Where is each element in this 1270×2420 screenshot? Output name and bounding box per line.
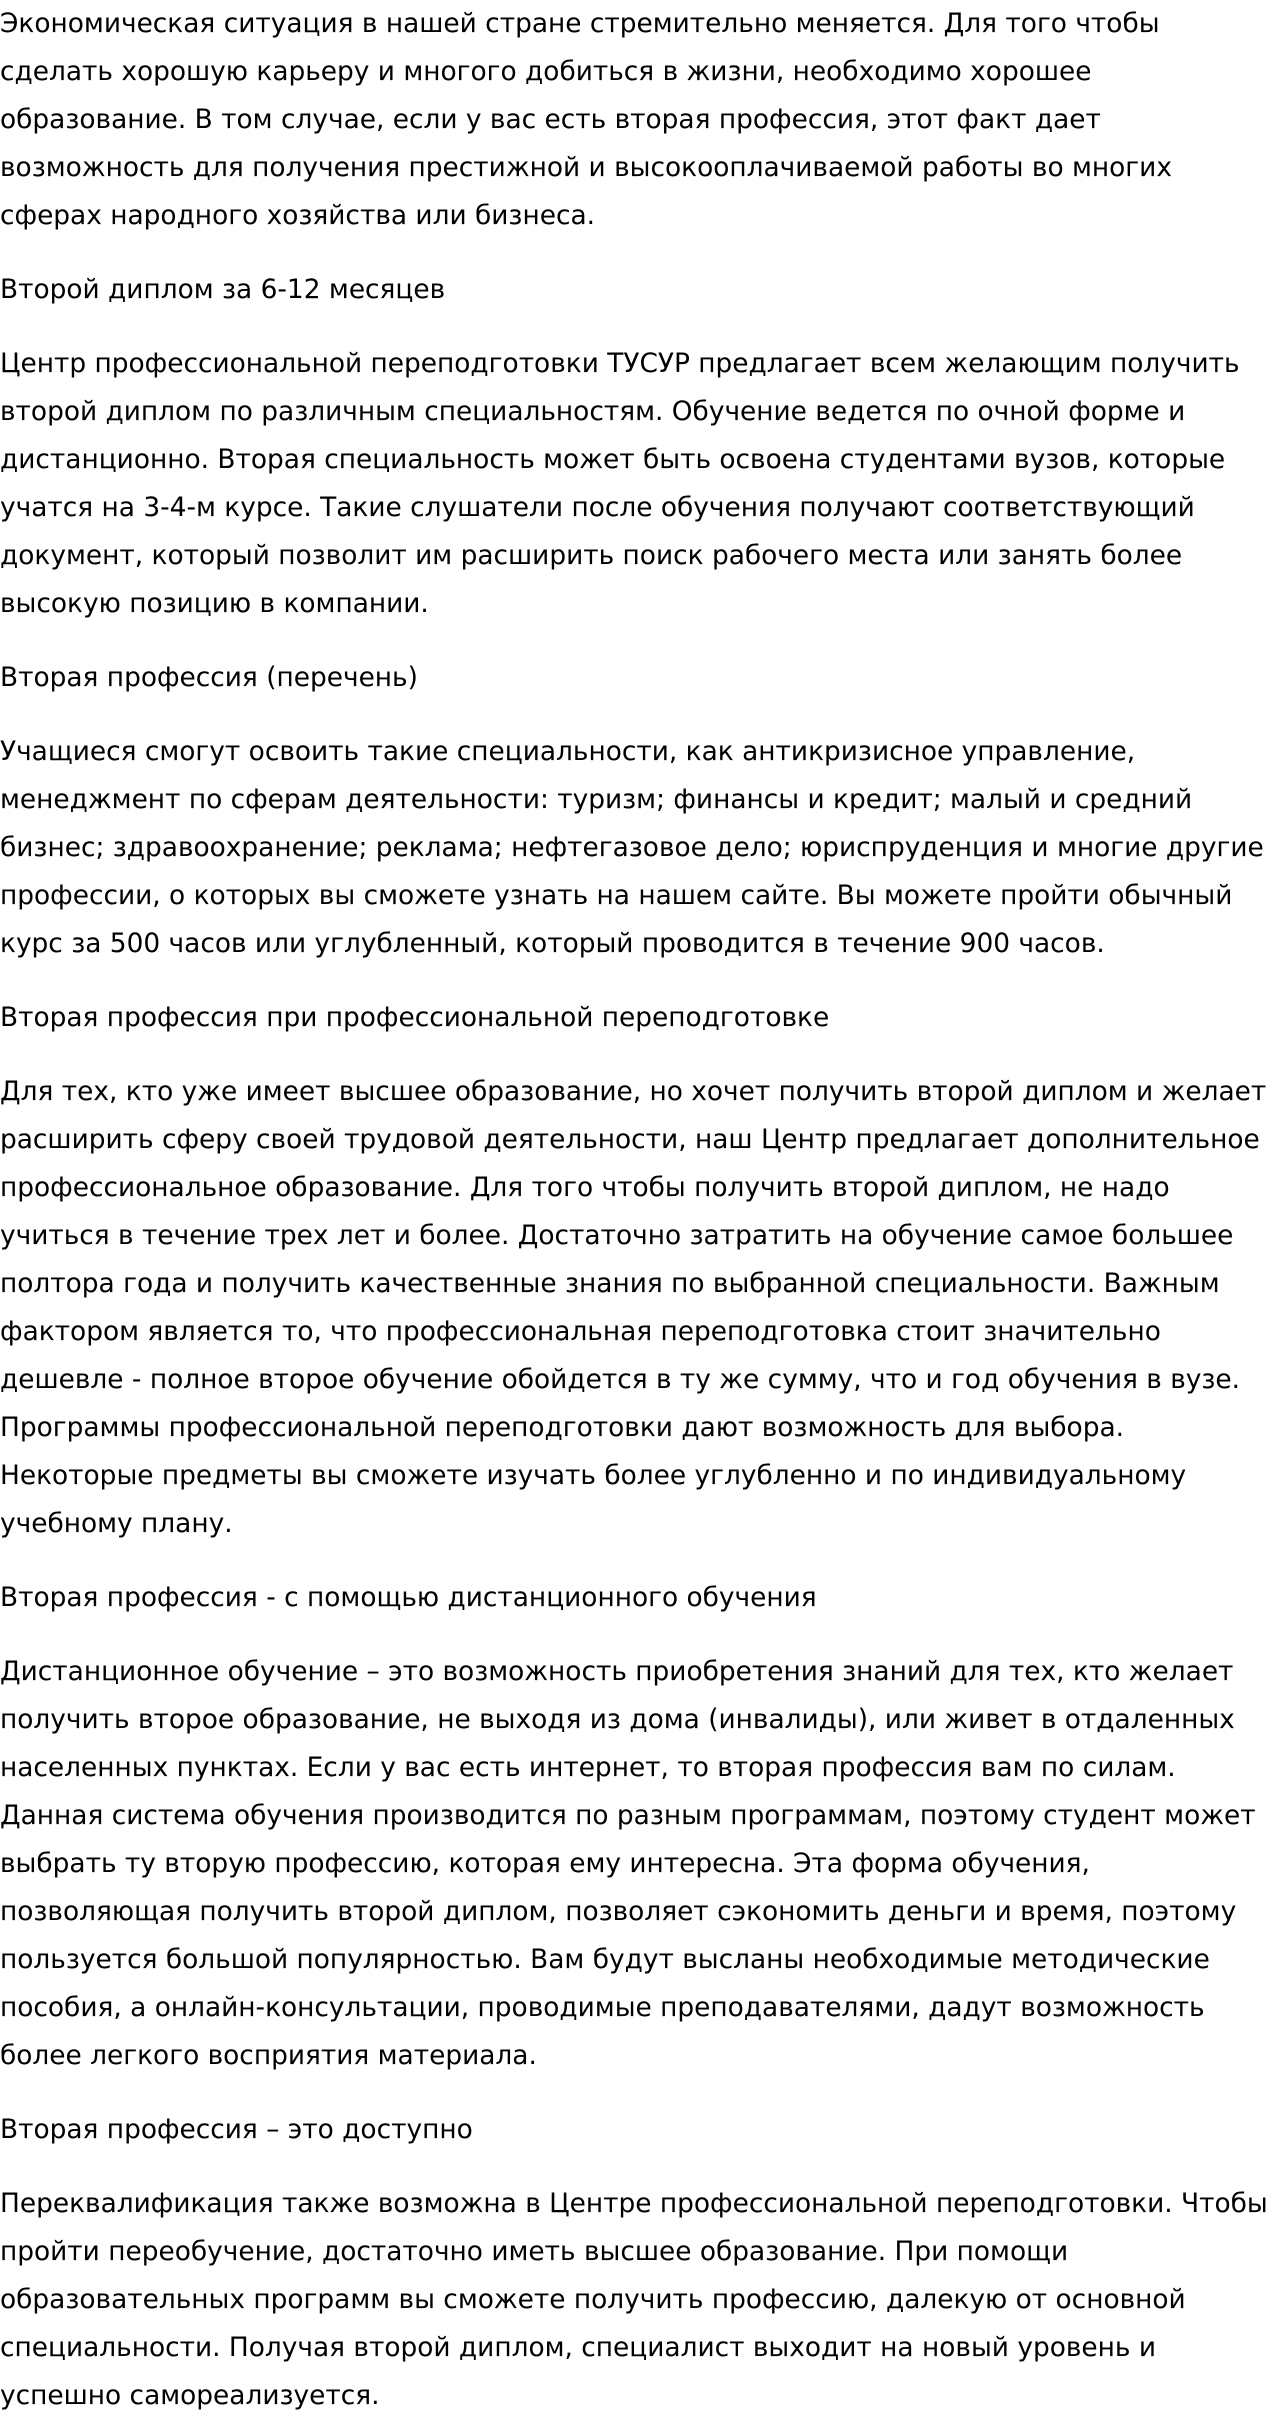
section-paragraph-profession-list: Учащиеся смогут освоить такие специальности, как антикризисное управление, менеджмент по сферам деятельности: туризм; финансы и кредит; малый и средний бизнес; здравоохранение; реклама; нефтегазовое дело; юриспруденция и многие другие профессии, о которых вы сможете узнать на нашем сайте. Вы можете пройти обычный курс за 500 часов или углубленный, который проводится в течение 900 часов. bbox=[0, 736, 1264, 959]
section-heading-distance-learning: Вторая профессия - с помощью дистанционного обучения bbox=[0, 1582, 817, 1613]
section-paragraph-retraining: Для тех, кто уже имеет высшее образование, но хочет получить второй диплом и желает расширить сферу своей трудовой деятельности, наш Центр предлагает дополнительное профессиональное образование. Для того чтобы получить второй диплом, не надо учиться в течение трех лет и более. Достаточно затратить на обучение самое большее полтора года и получить качественные знания по выбранной специальности. Важным фактором является то, что профессиональная переподготовка стоит значительно дешевле - полное второе обучение обойдется в ту же сумму, что и год обучения в вузе. Программы профессиональной переподготовки дают возможность для выбора. Некоторые предметы вы сможете изучать более углубленно и по индивидуальному учебному плану. bbox=[0, 1076, 1267, 1539]
section-heading-accessible: Вторая профессия – это доступно bbox=[0, 2114, 473, 2145]
section-paragraph-second-diploma: Центр профессиональной переподготовки ТУСУР предлагает всем желающим получить второй диплом по различным специальностям. Обучение ведется по очной форме и дистанционно. Вторая специальность может быть освоена студентами вузов, которые учатся на 3-4-м курсе. Такие слушатели после обучения получают соответствующий документ, который позволит им расширить поиск рабочего места или занять более высокую позицию в компании. bbox=[0, 348, 1240, 619]
intro-paragraph: Экономическая ситуация в нашей стране стремительно меняется. Для того чтобы сделать хорошую карьеру и многого добиться в жизни, необходимо хорошее образование. В том случае, если у вас есть вторая профессия, этот факт дает возможность для получения престижной и высокооплачиваемой работы во многих сферах народного хозяйства или бизнеса. bbox=[0, 8, 1172, 231]
section-heading-retraining: Вторая профессия при профессиональной переподготовке bbox=[0, 1002, 830, 1033]
section-heading-profession-list: Вторая профессия (перечень) bbox=[0, 662, 418, 693]
section-paragraph-distance-learning: Дистанционное обучение – это возможность приобретения знаний для тех, кто желает получить второе образование, не выходя из дома (инвалиды), или живет в отдаленных населенных пунктах. Если у вас есть интернет, то вторая профессия вам по силам. Данная система обучения производится по разным программам, поэтому студент может выбрать ту вторую профессию, которая ему интересна. Эта форма обучения, позволяющая получить второй диплом, позволяет сэкономить деньги и время, поэтому пользуется большой популярностью. Вам будут высланы необходимые методические пособия, а онлайн-консультации, проводимые преподавателями, дадут возможность более легкого восприятия материала. bbox=[0, 1656, 1256, 2071]
section-paragraph-accessible: Переквалификация также возможна в Центре профессиональной переподготовки. Чтобы пройти переобучение, достаточно иметь высшее образование. При помощи образовательных программ вы сможете получить профессию, далекую от основной специальности. Получая второй диплом, специалист выходит на новый уровень и успешно самореализуется. bbox=[0, 2188, 1268, 2411]
section-heading-second-diploma: Второй диплом за 6-12 месяцев bbox=[0, 274, 446, 305]
